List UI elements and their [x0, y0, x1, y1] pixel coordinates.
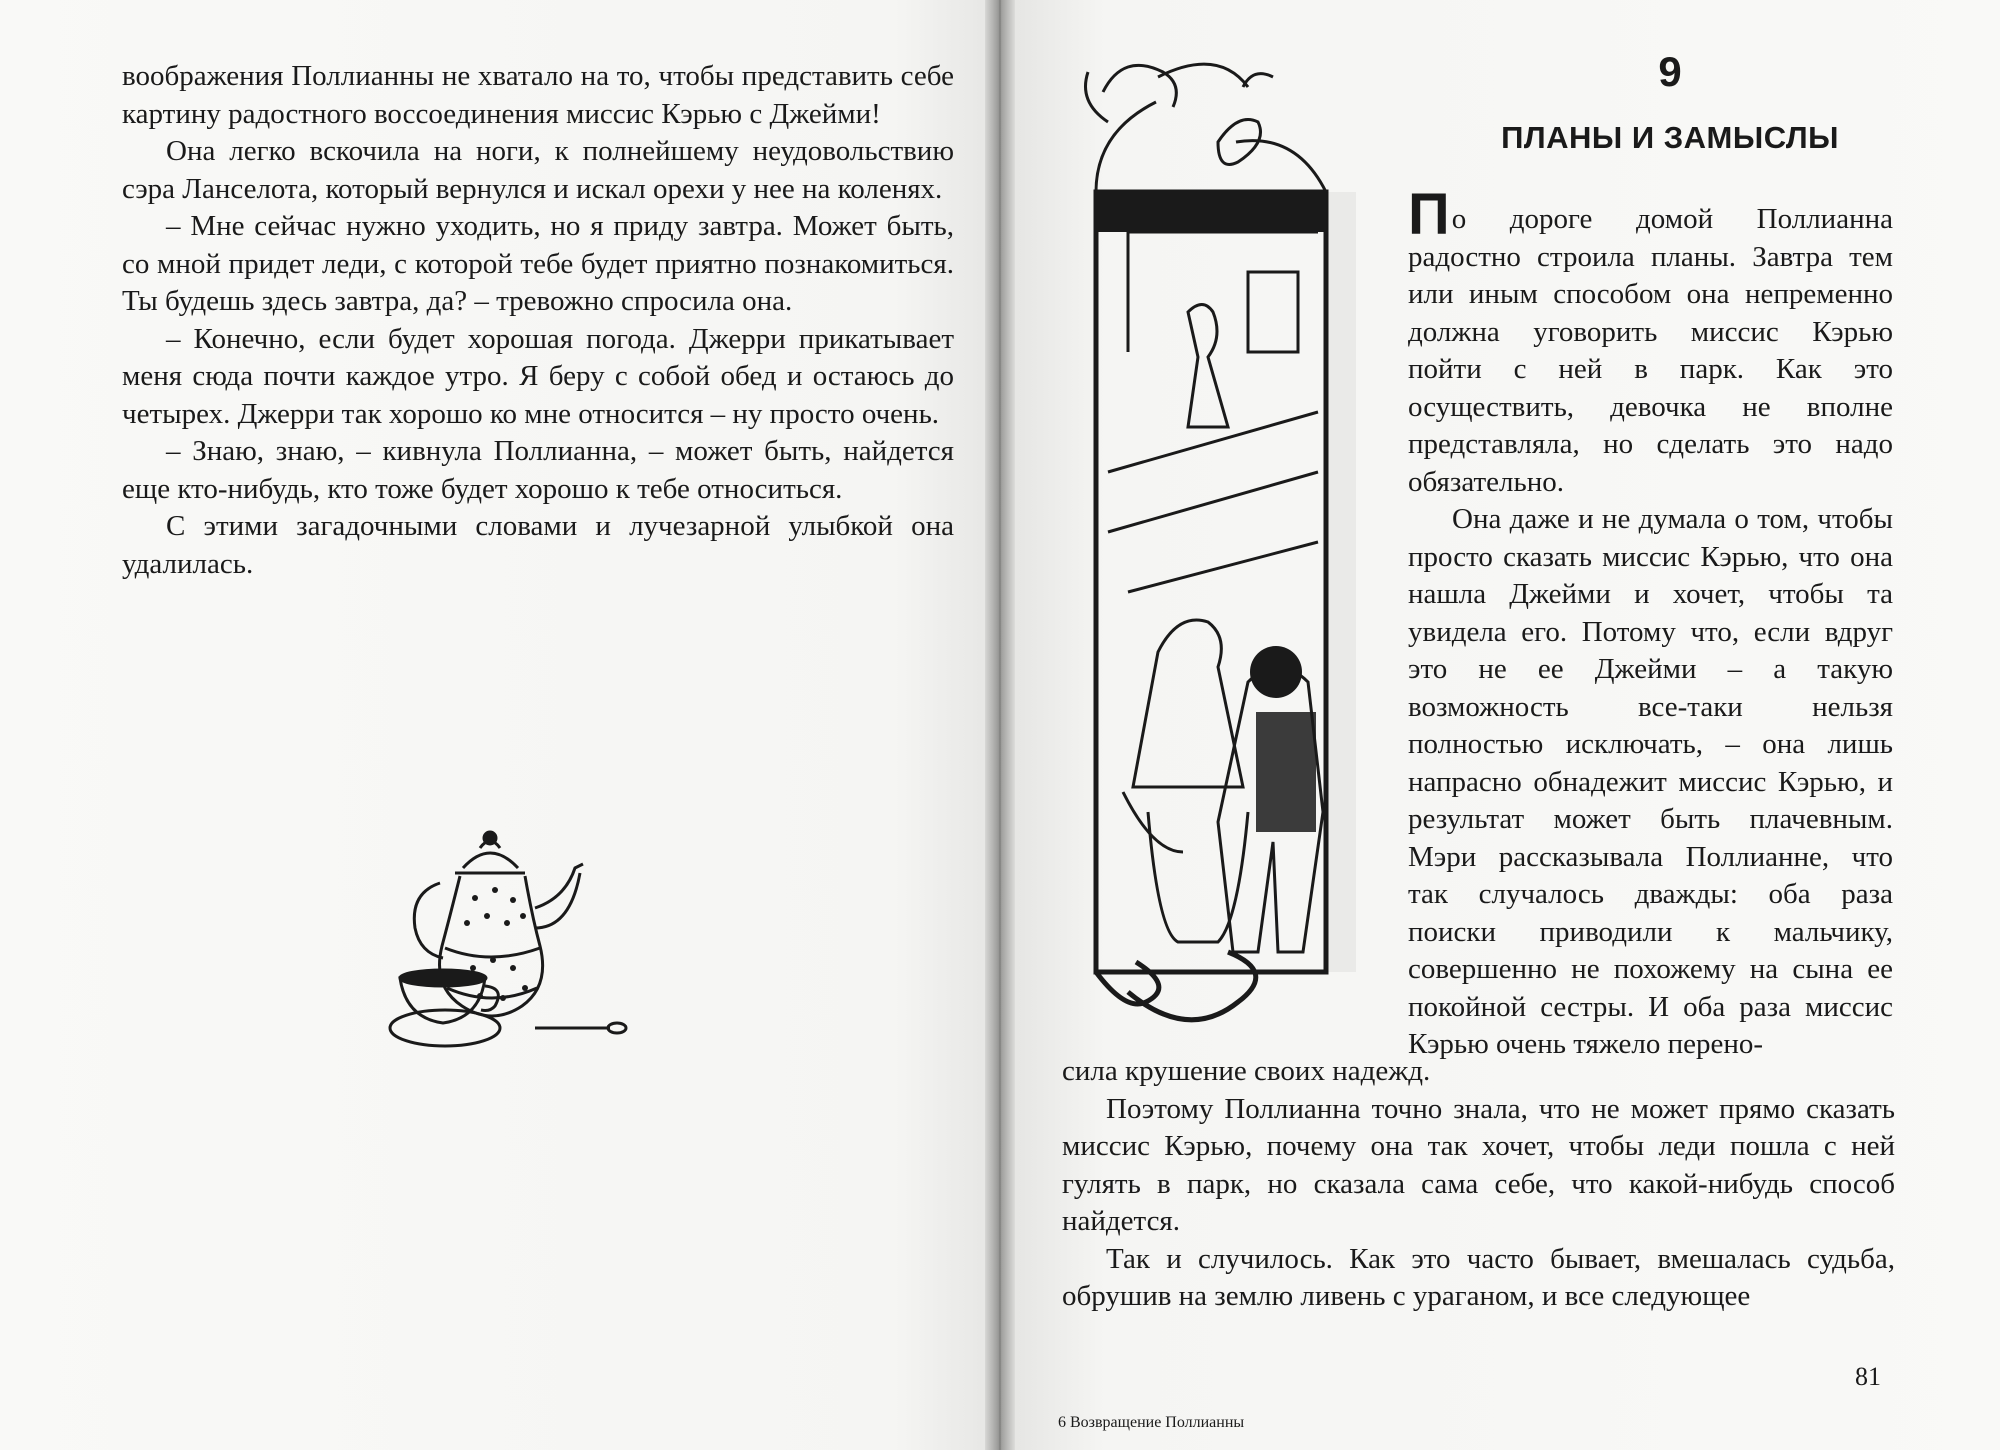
- signature-mark: 6 Возвращение Поллианны: [1058, 1414, 1245, 1431]
- left-page-text: [122, 58, 954, 583]
- paragraph: Она даже и не думала о том, чтобы просто сказать миссис Кэрью, что она нашла Джейми и хочет, чтобы та увидела его. Потому что, если вдруг это не ее Джейми – а такую возможность все-таки нельзя полностью исключать, – она лишь напрасно обнадежит миссис Кэрью, и результат может быть плачевным. Мэри рассказывала Поллианне, что так случалось дважды: оба раза поиски приводили к мальчику, совершенно не похожему на сына ее покойной сестры. И оба раза миссис Кэрью очень тяжело перено-: [1408, 503, 1893, 1060]
- paragraph: Так и случилось. Как это часто бывает, вмешалась судьба, обрушив на землю ливень с ураганом, и все следующее: [1062, 1242, 1895, 1312]
- paragraph: [1408, 182, 1893, 501]
- paragraph: – Конечно, если будет хорошая погода. Джерри прикатывает меня сюда почти каждое утро. Я беру с собой обед и остаюсь до четырех. Джерри так хорошо ко мне относится – ну просто очень.: [122, 322, 954, 430]
- paragraph: – Мне сейчас нужно уходить, но я приду завтра. Может быть, со мной придет леди, с которой тебе будет приятно познакомиться. Ты будешь здесь завтра, да? – тревожно спросила она.: [122, 210, 954, 317]
- paragraph: Она легко вскочила на ноги, к полнейшему неудовольствию сэра Ланселота, который вернулся и искал орехи у нее на коленях.: [122, 135, 954, 205]
- book-gutter: [985, 0, 1015, 1450]
- paragraph: – Знаю, знаю, – кивнула Поллианна, – может быть, найдется еще кто-нибудь, кто тоже будет хорошо к тебе относиться.: [122, 435, 954, 505]
- right-page-wide-text: [1062, 1053, 1895, 1316]
- teapot-illustration: [385, 828, 645, 1058]
- chapter-title: ПЛАНЫ И ЗАМЫСЛЫ: [1501, 120, 1839, 155]
- right-page-narrow-text: [1408, 182, 1893, 1064]
- drop-cap: П: [1408, 182, 1450, 247]
- page-number: 81: [1855, 1362, 1881, 1391]
- paragraph: Поэтому Поллианна точно знала, что не может прямо сказать миссис Кэрью, почему она так хочет, чтобы леди пошла с ней гулять в парк, но сказала сама себе, что какой-нибудь способ найдется.: [1062, 1092, 1895, 1237]
- paragraph: воображения Поллианны не хватало на то, чтобы представить себе картину радостного воссоединения миссис Кэрью с Джейми!: [122, 60, 954, 130]
- chapter-number: 9: [1658, 48, 1682, 95]
- paragraph-text: о дороге домой Поллианна радостно строила планы. Завтра тем или иным способом она непременно должна уговорить миссис Кэрью пойти с ней в парк. Как это осуществить, девочка не вполне представляла, но сделать это надо обязательно.: [1408, 203, 1893, 498]
- paragraph: сила крушение своих надежд.: [1062, 1055, 1431, 1087]
- chapter-illustration: [1068, 52, 1368, 1042]
- paragraph: С этими загадочными словами и лучезарной улыбкой она удалилась.: [122, 510, 954, 580]
